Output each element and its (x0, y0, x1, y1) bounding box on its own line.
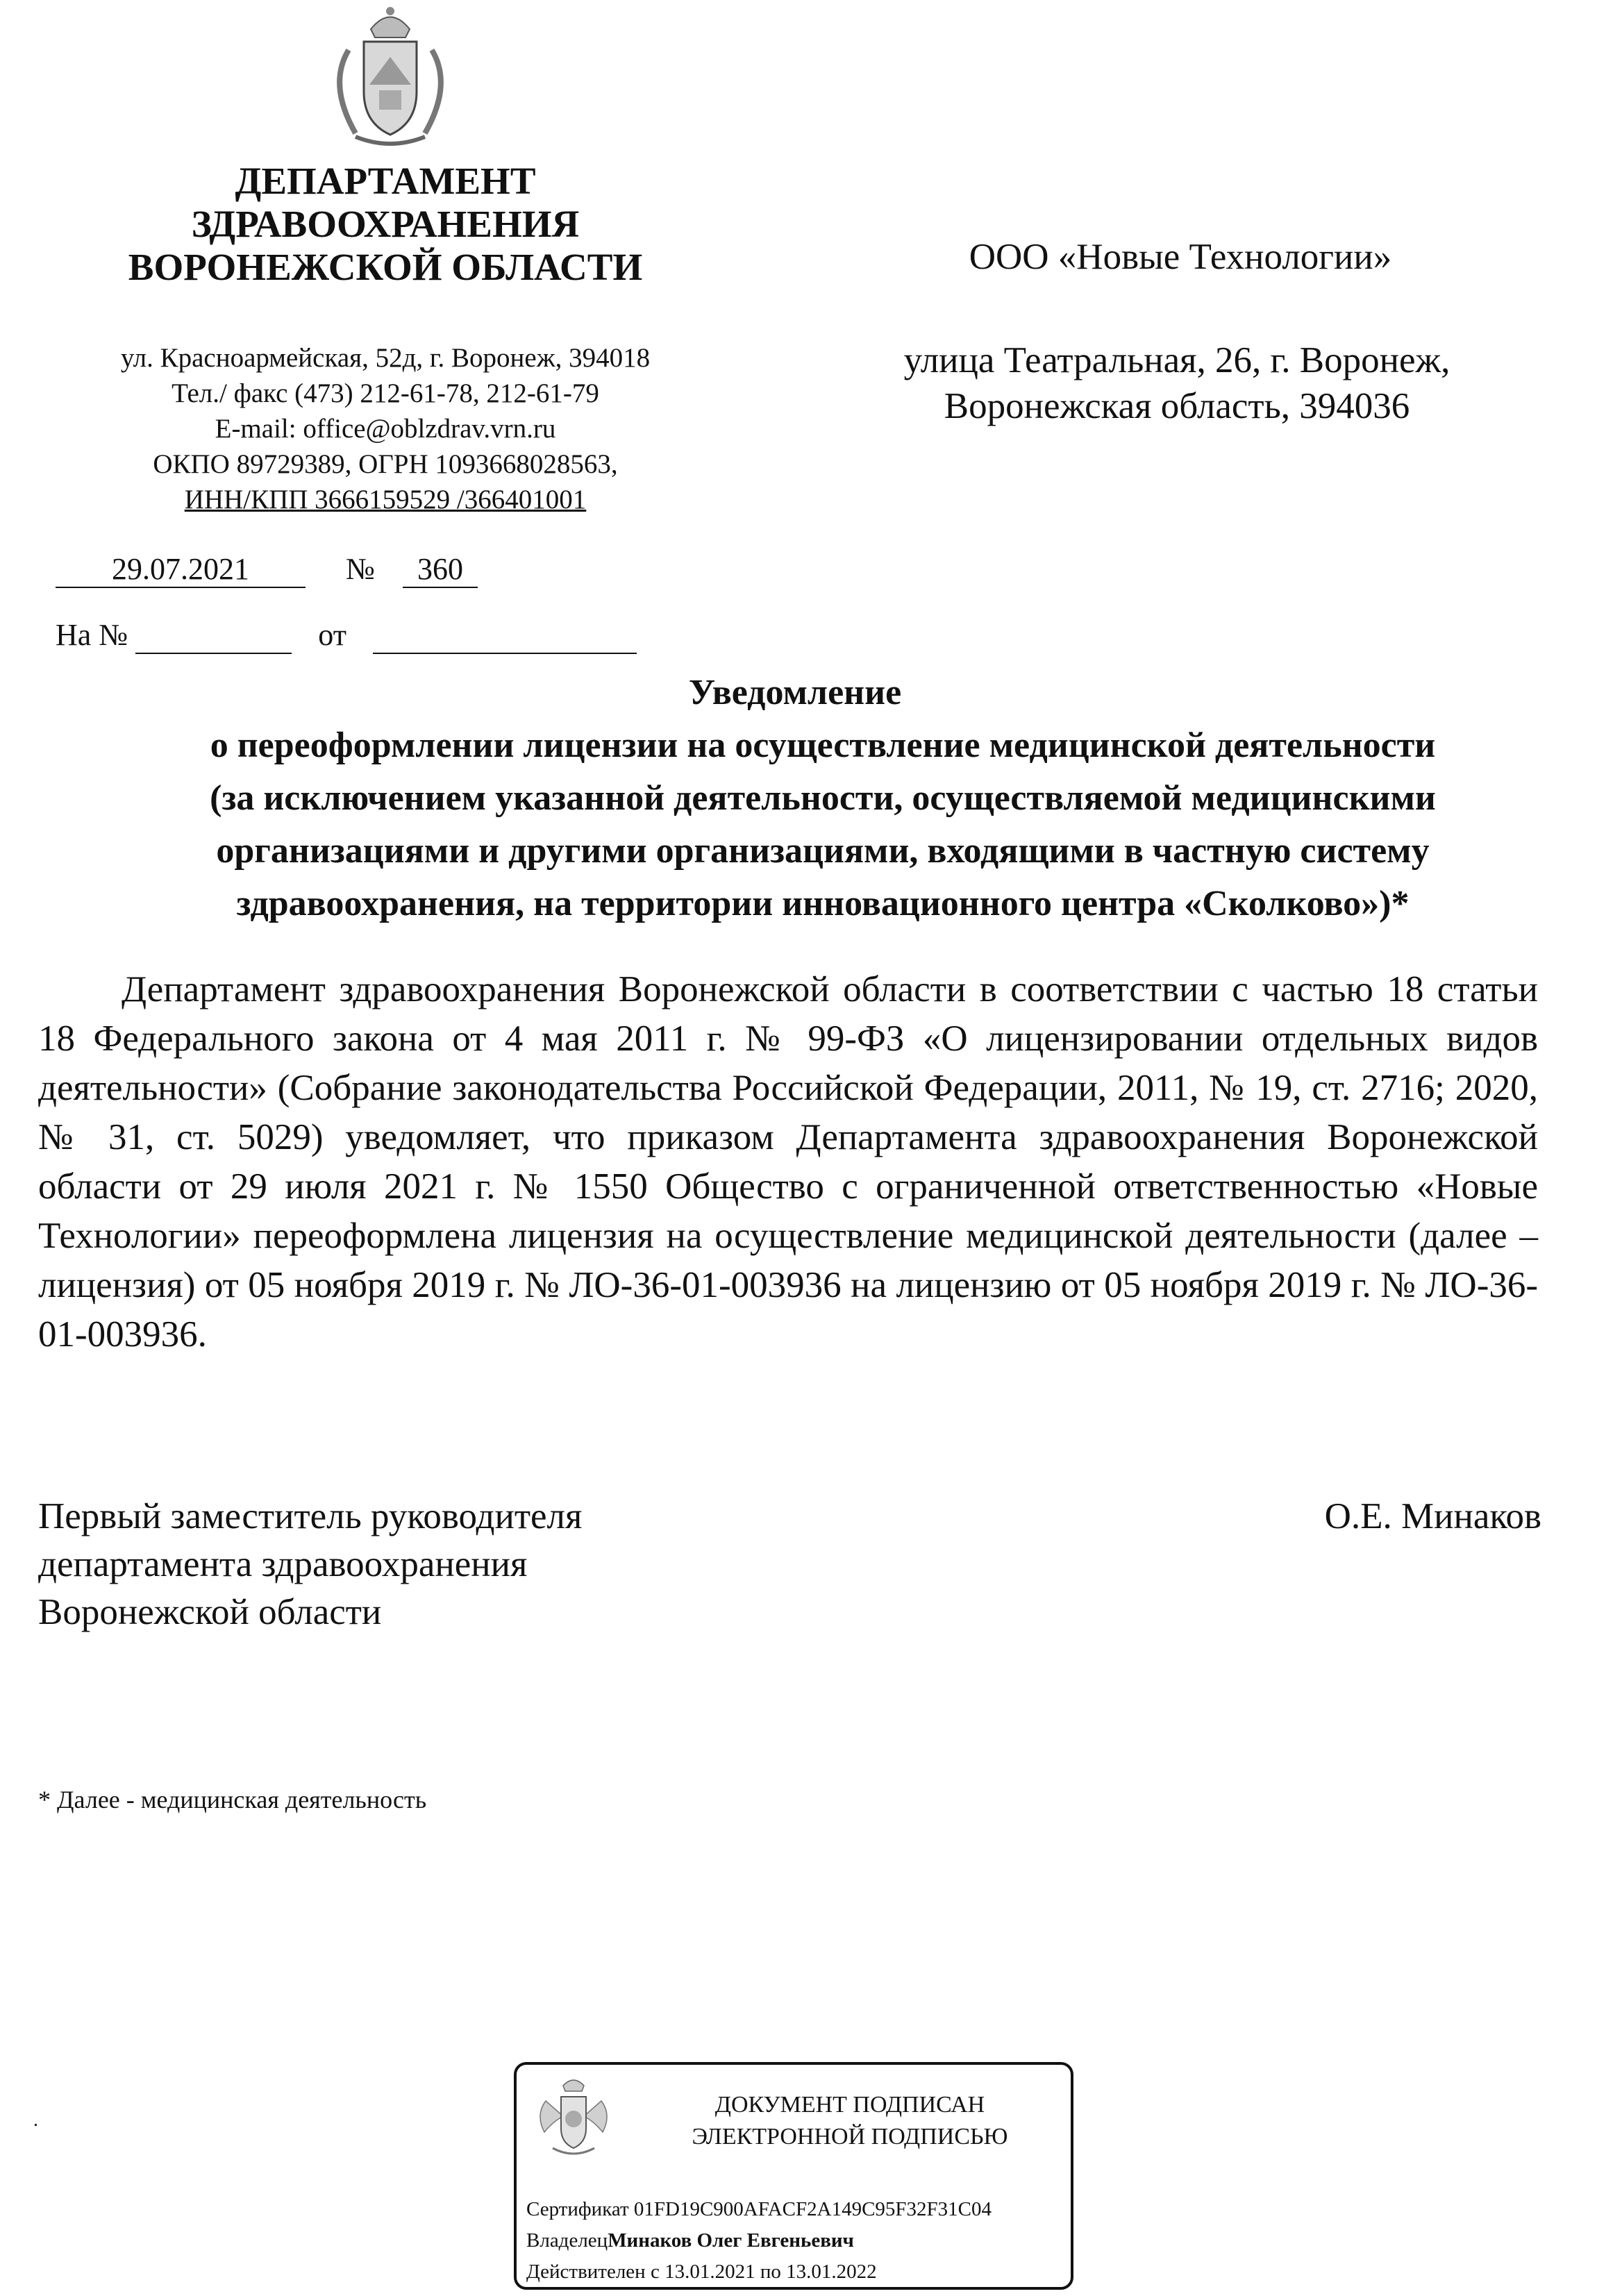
notice-title-heading: Уведомление (688, 673, 902, 712)
signer-position-line: Первый заместитель руководителя (38, 1496, 583, 1536)
double-headed-eagle-icon (532, 2073, 615, 2160)
registration-line (56, 552, 478, 588)
department-email: E-mail: office@oblzdrav.vrn.ru (215, 414, 556, 444)
department-title (42, 160, 729, 289)
stray-mark: . (33, 2109, 38, 2131)
stamp-owner-label: Владелец (526, 2229, 608, 2252)
signer-name: О.Е. Минаков (1324, 1496, 1541, 1536)
notice-body: Департамент здравоохранения Воронежской области в соответствии с частью 18 статьи 18 Федерального закона от 4 мая 2011 г. № 99-ФЗ «О лицензировании отдельных видов деятельности» (Собрание законодательства Российской Федерации, 2011, № 19, ст. 2716; 2020, № 31, ст. 5029) уведомляет, что приказом Департамента здравоохранения Воронежской области от 29 июля 2021 г. № 1550 Общество с ограниченной ответственностью «Новые Технологии» переоформлена лицензия на осуществление медицинской деятельности (далее – лицензия) от 05 ноября 2019 г. № ЛО-36-01-003936 на лицензию от 05 ноября 2019 г. № ЛО-36-01-003936. (38, 969, 1538, 1355)
notice-title-line: о переоформлении лицензии на осуществление медицинской деятельности (210, 726, 1436, 765)
addressee-name: ООО «Новые Технологии» (969, 237, 1392, 277)
department-title-line: ЗДРАВООХРАНЕНИЯ (191, 203, 580, 245)
department-inn-kpp: ИНН/КПП 3666159529 /366401001 (184, 485, 587, 514)
addressee-address (798, 337, 1555, 429)
stamp-certificate-line (526, 2194, 1073, 2225)
department-contacts (42, 340, 729, 517)
stamp-validity: Действителен с 13.01.2021 по 13.01.2022 (526, 2261, 877, 2283)
stamp-header (642, 2089, 1058, 2153)
notice-title-line: (за исключением указанной деятельности, осуществляемой медицинскими (210, 778, 1436, 818)
department-address: ул. Красноармейская, 52д, г. Воронеж, 394018 (120, 343, 651, 373)
registration-number: 360 (403, 552, 478, 588)
stamp-owner-value: Минаков Олег Евгеньевич (608, 2229, 854, 2252)
registration-date: 29.07.2021 (56, 552, 306, 588)
electronic-signature-stamp (514, 2062, 1073, 2290)
addressee-address-line: Воронежская область, 394036 (944, 386, 1410, 426)
registration-number-label: № (346, 552, 375, 586)
department-title-line: ДЕПАРТАМЕНТ (235, 160, 536, 202)
signer-position-line: департамента здравоохранения (38, 1544, 528, 1584)
reply-reference-line (56, 618, 637, 654)
addressee-address-line: улица Театральная, 26, г. Воронеж, (903, 340, 1450, 380)
notice-title-line: здравоохранения, на территории инновационного центра «Сколково»)* (236, 884, 1410, 923)
notice-title (76, 667, 1569, 930)
coat-of-arms-emblem (321, 1, 460, 147)
stamp-header-line: ДОКУМЕНТ ПОДПИСАН (714, 2092, 985, 2118)
signer-position-line: Воронежской области (38, 1592, 382, 1632)
reply-date-blank (373, 618, 637, 654)
stamp-details (526, 2194, 1073, 2288)
reply-number-label: На № (56, 618, 128, 652)
stamp-certificate-label: Сертификат (526, 2198, 629, 2220)
footnote: * Далее - медицинская деятельность (38, 1786, 427, 1813)
reply-from-label: от (318, 618, 346, 652)
stamp-certificate-value: 01FD19C900AFACF2A149C95F32F31C04 (633, 2198, 992, 2220)
signer-position (38, 1493, 871, 1636)
stamp-header-line: ЭЛЕКТРОННОЙ ПОДПИСЬЮ (692, 2124, 1008, 2150)
reply-number-blank (135, 618, 292, 654)
department-okpo-ogrn: ОКПО 89729389, ОГРН 1093668028563, (153, 449, 618, 479)
stamp-owner-line (526, 2225, 1073, 2256)
department-title-line: ВОРОНЕЖСКОЙ ОБЛАСТИ (128, 246, 643, 288)
notice-title-line: организациями и другими организациями, входящими в частную систему (216, 831, 1430, 871)
department-phone: Тел./ факс (473) 212-61-78, 212-61-79 (172, 378, 599, 408)
